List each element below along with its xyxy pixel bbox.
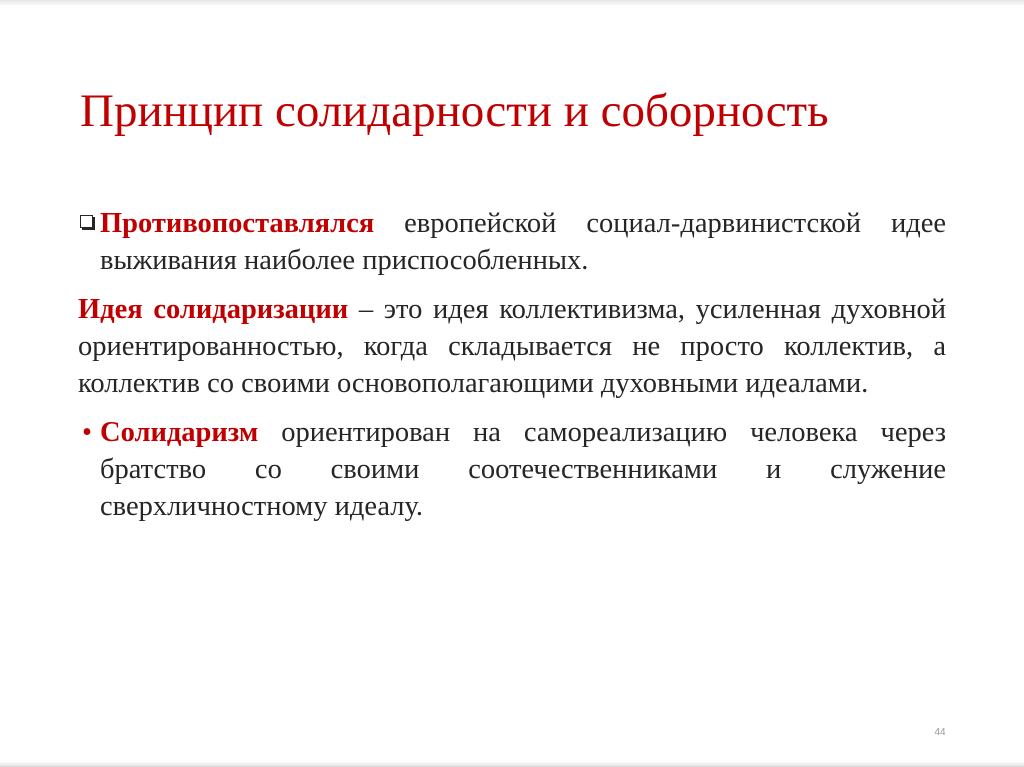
paragraph-opposition-text: европейской социал-дарвинистской идее выживания наиболее приспособленных.: [100, 208, 947, 276]
emphasis-solidarism: Солидаризм: [100, 417, 259, 448]
paragraph-solidarization-text: – это идея коллективизма, усиленная духовной ориентированностью, когда складывается не просто коллектив, а коллектив со своими основополагающими духовными идеалами.: [78, 294, 946, 399]
paragraph-solidarism-text: ориентирован на самореализацию человека через братство со своими соотечественниками и служение сверхличностному идеалу.: [100, 417, 946, 522]
emphasis-opposition: Противопоставлялся: [100, 208, 375, 239]
paragraph-solidarism: [78, 414, 946, 525]
slide-title: Принцип солидарности и соборность: [80, 85, 829, 137]
checkbox-square-bullet-icon: [80, 215, 93, 228]
slide-body: [78, 205, 946, 537]
top-edge-shadow: [0, 0, 1024, 6]
paragraph-opposition: [78, 205, 946, 279]
emphasis-solidarization: Идея солидаризации: [78, 294, 349, 325]
paragraph-solidarization: [78, 291, 946, 402]
page-number: 44: [934, 727, 946, 738]
bullet-dot-icon: •: [82, 417, 92, 448]
bottom-edge-shadow: [0, 761, 1024, 767]
